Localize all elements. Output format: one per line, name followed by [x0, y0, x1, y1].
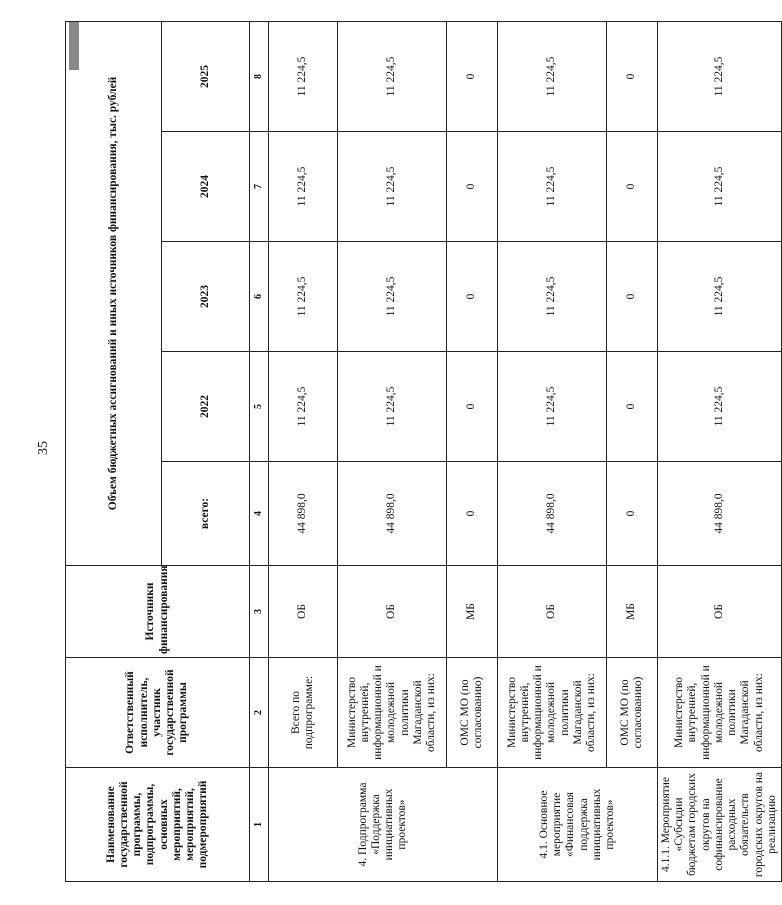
row-total: 44 898,0	[338, 462, 447, 566]
row-2023: 11 224,5	[498, 242, 607, 352]
row-executor: Министерство внутренней, информационной и молодежной политики Магаданской области, из них:	[498, 658, 607, 768]
row-2024: 0	[447, 132, 498, 242]
row-name: 4. Подпрограмма «Поддержка инициативных проектов»	[269, 768, 498, 882]
header-year-2024: 2024	[162, 132, 250, 242]
row-executor: Всего по подпрограмме:	[269, 658, 338, 768]
row-name: 4.1.1. Мероприятие «Субсидии бюджетам городских округов на софинансирование расходных обязательств городских округов на реализацию	[658, 768, 782, 882]
col-number: 8	[250, 21, 269, 131]
row-2022: 0	[607, 352, 658, 462]
page-number: 35	[36, 441, 51, 455]
col-number: 4	[250, 462, 269, 566]
row-source: ОБ	[269, 566, 338, 658]
column-number-row	[250, 21, 269, 881]
table-row	[658, 21, 782, 881]
financing-table	[65, 21, 782, 882]
col-number: 2	[250, 658, 269, 768]
row-executor: Министерство внутренней, информационной и молодежной политики Магаданской области, из них:	[338, 658, 447, 768]
row-2025: 0	[607, 21, 658, 131]
row-2022: 0	[447, 352, 498, 462]
header-financing-group: Объем бюджетных ассигнований и иных источников финансирования, тыс. рублей	[66, 21, 162, 565]
row-total: 44 898,0	[498, 462, 607, 566]
row-total: 0	[607, 462, 658, 566]
row-2022: 11 224,5	[269, 352, 338, 462]
row-2025: 11 224,5	[338, 21, 447, 131]
row-source: ОБ	[658, 566, 782, 658]
row-2025: 11 224,5	[658, 21, 782, 131]
scan-stamp-mark	[69, 22, 79, 70]
row-2024: 11 224,5	[269, 132, 338, 242]
table-row	[269, 21, 338, 881]
row-2025: 11 224,5	[269, 21, 338, 131]
table-row	[447, 21, 498, 881]
row-2023: 11 224,5	[338, 242, 447, 352]
row-2025: 0	[447, 21, 498, 131]
row-2024: 11 224,5	[498, 132, 607, 242]
header-total: всего:	[162, 462, 250, 566]
row-executor: ОМС МО (по согласованию)	[447, 658, 498, 768]
header-executor: Ответственный исполнитель, участник государственной программы	[66, 658, 250, 768]
header-year-2022: 2022	[162, 352, 250, 462]
row-2022: 11 224,5	[658, 352, 782, 462]
header-year-2023: 2023	[162, 242, 250, 352]
row-total: 44 898,0	[658, 462, 782, 566]
col-number: 5	[250, 352, 269, 462]
row-executor: Министерство внутренней, информационной и молодежной политики Магаданской области, из них:	[658, 658, 782, 768]
row-2023: 11 224,5	[658, 242, 782, 352]
col-number: 3	[250, 566, 269, 658]
header-year-2025: 2025	[162, 21, 250, 131]
row-2025: 11 224,5	[498, 21, 607, 131]
row-source: МБ	[447, 566, 498, 658]
row-name: 4.1. Основное мероприятие «Финансовая поддержка инициативных проектов»	[498, 768, 658, 882]
row-source: ОБ	[338, 566, 447, 658]
col-number: 1	[250, 768, 269, 882]
col-number: 7	[250, 132, 269, 242]
header-name: Наименование государственной программы, подпрограммы, основных мероприятий, мероприятий, подмероприятий	[66, 768, 250, 882]
table-row	[338, 21, 447, 881]
rotated-table-wrapper	[65, 22, 778, 882]
row-executor: ОМС МО (по согласованию)	[607, 658, 658, 768]
table-row	[607, 21, 658, 881]
col-number: 6	[250, 242, 269, 352]
row-2022: 11 224,5	[498, 352, 607, 462]
row-2023: 11 224,5	[269, 242, 338, 352]
table-row	[498, 21, 607, 881]
row-2022: 11 224,5	[338, 352, 447, 462]
row-2023: 0	[607, 242, 658, 352]
row-source: ОБ	[498, 566, 607, 658]
header-source: Источники финансирования	[66, 566, 250, 658]
row-2024: 0	[607, 132, 658, 242]
row-total: 0	[447, 462, 498, 566]
row-total: 44 898,0	[269, 462, 338, 566]
row-2023: 0	[447, 242, 498, 352]
row-source: МБ	[607, 566, 658, 658]
row-2024: 11 224,5	[338, 132, 447, 242]
row-2024: 11 224,5	[658, 132, 782, 242]
